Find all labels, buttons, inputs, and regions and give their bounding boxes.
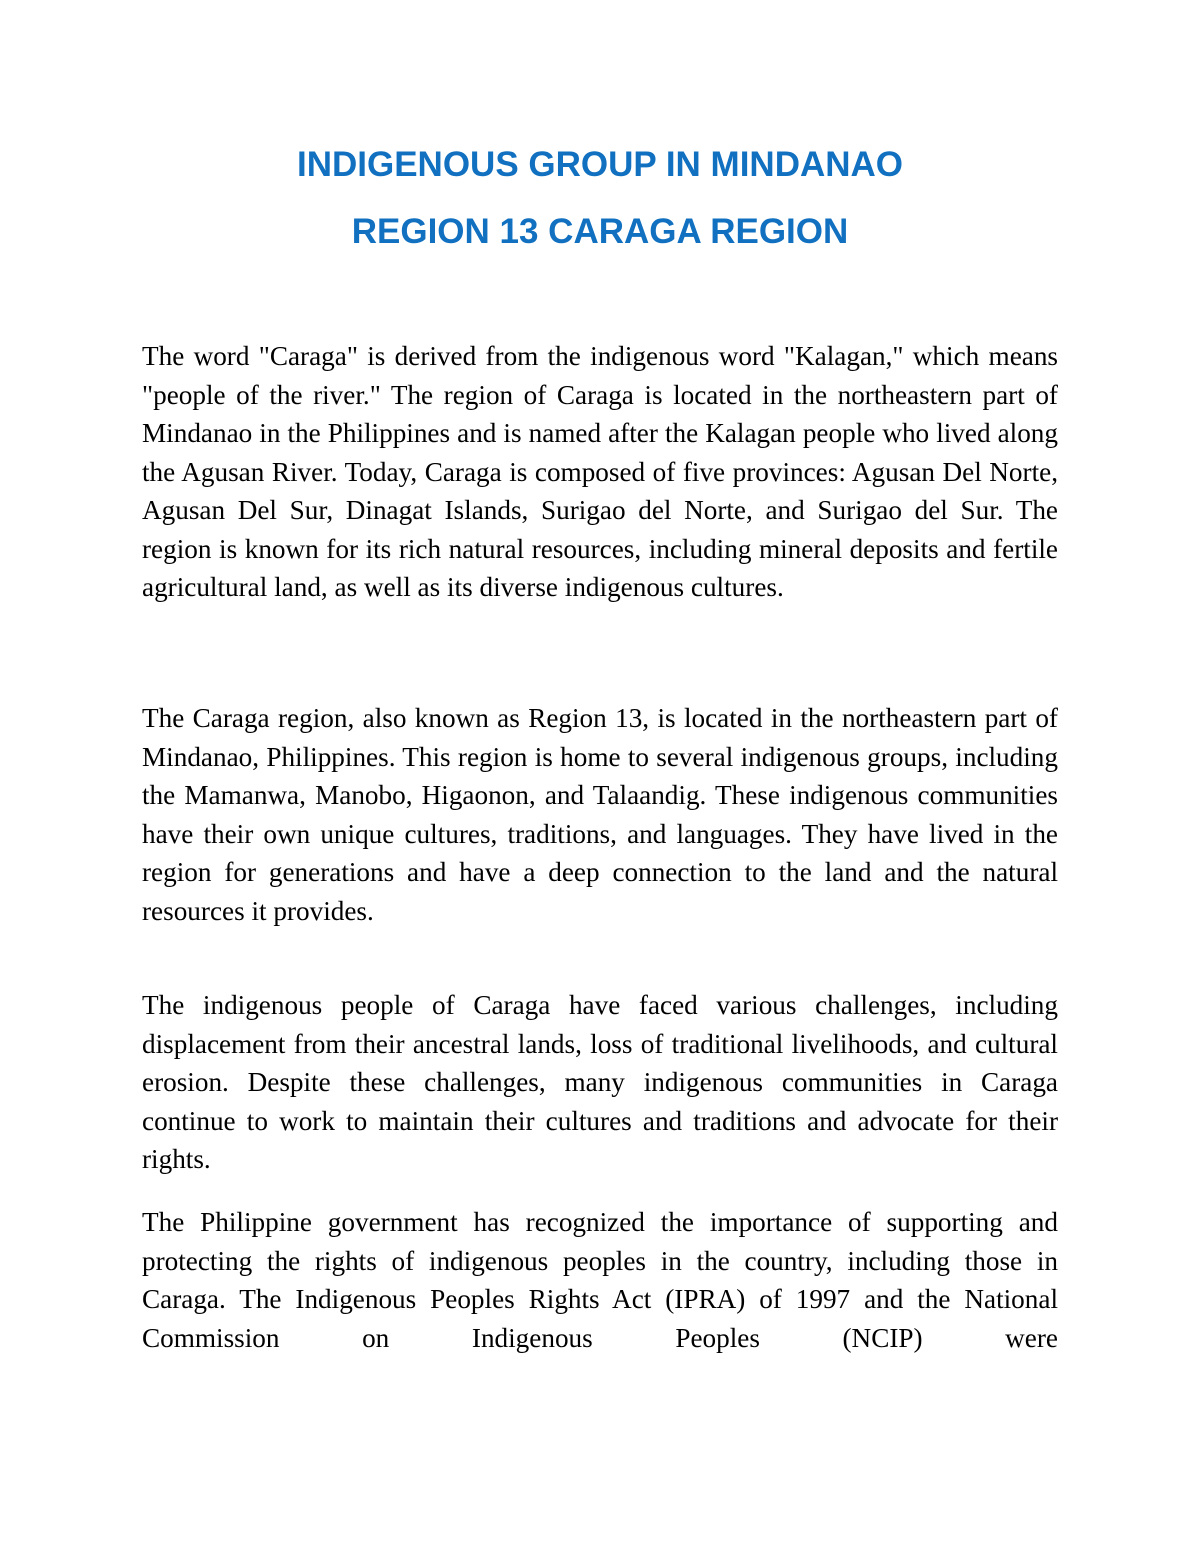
page-subtitle: REGION 13 CARAGA REGION [351, 212, 849, 251]
paragraph-caraga-origin: The word "Caraga" is derived from the indigenous word "Kalagan," which means "people of the river." The region of Caraga is located in the northeastern part of Mindanao in the Philippines and is named after the Kalagan people who lived along the Agusan River. Today, Caraga is composed of five provinces: Agusan Del Norte, Agusan Del Sur, Dinagat Islands, Surigao del Norte, and Surigao del Sur. The region is known for its rich natural resources, including mineral deposits and fertile agricultural land, as well as its diverse indigenous cultures. [142, 341, 1058, 602]
paragraph-indigenous-groups: The Caraga region, also known as Region 13, is located in the northeastern part of Mindanao, Philippines. This region is home to several indigenous groups, including the Mamanwa, Manobo, Higaonon, and Talaandig. These indigenous communities have their own unique cultures, traditions, and languages. They have lived in the region for generations and have a deep connection to the land and the natural resources it provides. [142, 703, 1058, 926]
paragraph-government-recognition: The Philippine government has recognized the importance of supporting and protecting the rights of indigenous peoples in the country, including those in Caraga. The Indigenous Peoples Rights Act (IPRA) of 1997 and the National Commission on Indigenous Peoples (NCIP) were [142, 1207, 1058, 1353]
paragraph-challenges: The indigenous people of Caraga have faced various challenges, including displacement from their ancestral lands, loss of traditional livelihoods, and cultural erosion. Despite these challenges, many indigenous communities in Caraga continue to work to maintain their cultures and traditions and advocate for their rights. [142, 990, 1058, 1174]
page-title: INDIGENOUS GROUP IN MINDANAO [296, 145, 904, 184]
